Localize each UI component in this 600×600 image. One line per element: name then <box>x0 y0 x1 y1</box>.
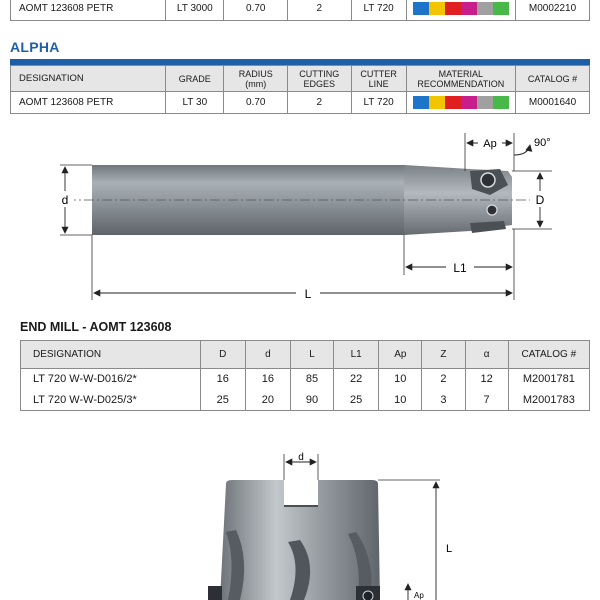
em-cell: 20 <box>245 390 290 411</box>
top-grade: LT 3000 <box>166 0 224 21</box>
material-swatch <box>413 96 429 109</box>
dim-D-label: D <box>535 193 545 207</box>
alpha-cutter-line: LT 720 <box>351 92 406 114</box>
em-col-designation: DESIGNATION <box>21 341 201 369</box>
em-cell: 85 <box>290 369 333 390</box>
em-cell: 25 <box>334 390 379 411</box>
dim-L2-label: L <box>446 543 453 555</box>
dim-d-label: d <box>61 193 69 207</box>
dim-d2-label: d <box>298 452 304 463</box>
alpha-brand-heading: ALPHA <box>10 39 60 55</box>
em-col-Ap: Ap <box>379 341 422 369</box>
alpha-catalog: M0001640 <box>516 92 590 114</box>
dim-angle-arc <box>514 145 530 155</box>
table-row <box>21 390 590 411</box>
col-catalog: CATALOG # <box>516 66 590 92</box>
alpha-material-swatches <box>406 92 515 114</box>
material-swatch <box>493 2 509 15</box>
em-col-L1: L1 <box>334 341 379 369</box>
em-cell: 25 <box>200 390 245 411</box>
dim-L1-label: L1 <box>453 261 467 275</box>
alpha-cutting-edges: 2 <box>287 92 351 114</box>
em-cell: 10 <box>379 390 422 411</box>
em-cell: 16 <box>200 369 245 390</box>
alpha-radius: 0.70 <box>224 92 288 114</box>
em-cell: M2001781 <box>508 369 589 390</box>
material-color-bar <box>413 96 509 109</box>
alpha-grade: LT 30 <box>166 92 224 114</box>
em-col-L: L <box>290 341 333 369</box>
shell-mill-drawing <box>0 440 600 600</box>
col-cutter-line <box>351 66 406 92</box>
col-material-label: MATERIAL <box>438 68 484 79</box>
top-material-swatches <box>406 0 515 21</box>
insert <box>208 586 222 600</box>
material-swatch <box>493 96 509 109</box>
em-cell: 10 <box>379 369 422 390</box>
em-col-d: d <box>245 341 290 369</box>
alpha-designation: AOMT 123608 PETR <box>11 92 166 114</box>
em-cell: 90 <box>290 390 333 411</box>
material-color-bar <box>413 2 509 15</box>
col-radius-label: RADIUS <box>238 68 273 79</box>
material-swatch <box>413 2 429 15</box>
material-swatch <box>477 2 493 15</box>
col-cutting-edges <box>287 66 351 92</box>
insert-screw <box>487 205 497 215</box>
dim-L-label: L <box>304 287 312 301</box>
em-cell: 22 <box>334 369 379 390</box>
table-row <box>21 369 590 390</box>
col-material <box>406 66 515 92</box>
top-spec-table <box>10 0 590 21</box>
col-edges-label: EDGES <box>303 78 335 89</box>
col-radius-unit: (mm) <box>245 78 267 89</box>
col-cutting-label: CUTTING <box>299 68 340 79</box>
material-swatch <box>461 96 477 109</box>
drive-slot <box>284 480 318 506</box>
col-recommendation-label: RECOMMENDATION <box>417 78 505 89</box>
em-col-alpha: α <box>465 341 508 369</box>
em-cell: 3 <box>422 390 465 411</box>
col-grade: GRADE <box>166 66 224 92</box>
dim-ap-label: Ap <box>483 138 497 150</box>
col-cutter-label: CUTTER <box>360 68 397 79</box>
em-cell: LT 720 W-W-D025/3* <box>21 390 201 411</box>
material-swatch <box>429 96 445 109</box>
top-cutter-line: LT 720 <box>351 0 406 21</box>
material-swatch <box>445 96 461 109</box>
end-mill-drawing <box>0 125 600 310</box>
em-cell: 2 <box>422 369 465 390</box>
material-swatch <box>461 2 477 15</box>
alpha-spec-table <box>10 65 590 114</box>
em-cell: 12 <box>465 369 508 390</box>
material-swatch <box>429 2 445 15</box>
end-mill-table <box>20 340 590 411</box>
insert-lower <box>470 221 506 233</box>
insert-screw <box>363 591 373 600</box>
material-swatch <box>477 96 493 109</box>
top-catalog: M0002210 <box>516 0 590 21</box>
col-line-label: LINE <box>368 78 389 89</box>
end-mill-title: END MILL - AOMT 123608 <box>20 320 172 334</box>
col-radius <box>224 66 288 92</box>
em-cell: 16 <box>245 369 290 390</box>
em-cell: M2001783 <box>508 390 589 411</box>
insert-screw <box>481 173 495 187</box>
em-col-Z: Z <box>422 341 465 369</box>
dim-ap2-label: Ap <box>414 591 424 600</box>
em-cell: LT 720 W-W-D016/2* <box>21 369 201 390</box>
top-designation: AOMT 123608 PETR <box>11 0 166 21</box>
col-designation: DESIGNATION <box>11 66 166 92</box>
em-col-catalog: CATALOG # <box>508 341 589 369</box>
em-col-D: D <box>200 341 245 369</box>
top-radius: 0.70 <box>224 0 288 21</box>
material-swatch <box>445 2 461 15</box>
top-cutting-edges: 2 <box>287 0 351 21</box>
dim-angle-label: 90° <box>534 137 551 149</box>
em-cell: 7 <box>465 390 508 411</box>
